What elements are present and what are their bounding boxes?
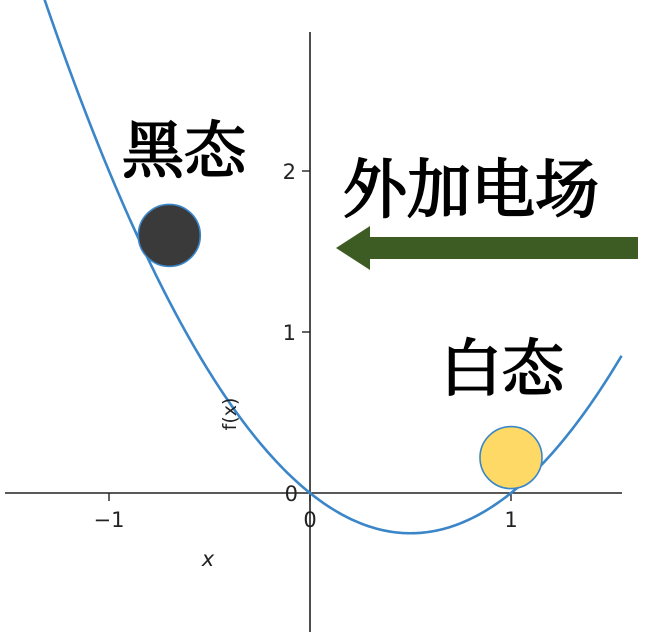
white-state-label: 白态 xyxy=(440,332,565,405)
x-tick-label: −1 xyxy=(93,508,125,532)
y-ticks xyxy=(283,160,310,506)
x-tick-label: 1 xyxy=(504,508,518,532)
white-state-ball xyxy=(480,427,542,489)
x-axis-label: x xyxy=(201,547,215,571)
black-state-ball xyxy=(138,204,200,266)
arrow-head xyxy=(336,226,370,270)
black-state-label: 黑态 xyxy=(122,114,247,187)
y-axis-label: f(x) xyxy=(219,397,241,431)
origin-label: 0 xyxy=(284,482,298,506)
electric-field-label: 外加电场 xyxy=(343,154,599,228)
y-tick-label: 2 xyxy=(282,160,296,184)
arrow-shaft xyxy=(368,237,638,259)
field-arrow-icon xyxy=(336,226,638,270)
x-tick-label: 0 xyxy=(303,508,317,532)
y-tick-label: 1 xyxy=(282,321,296,345)
